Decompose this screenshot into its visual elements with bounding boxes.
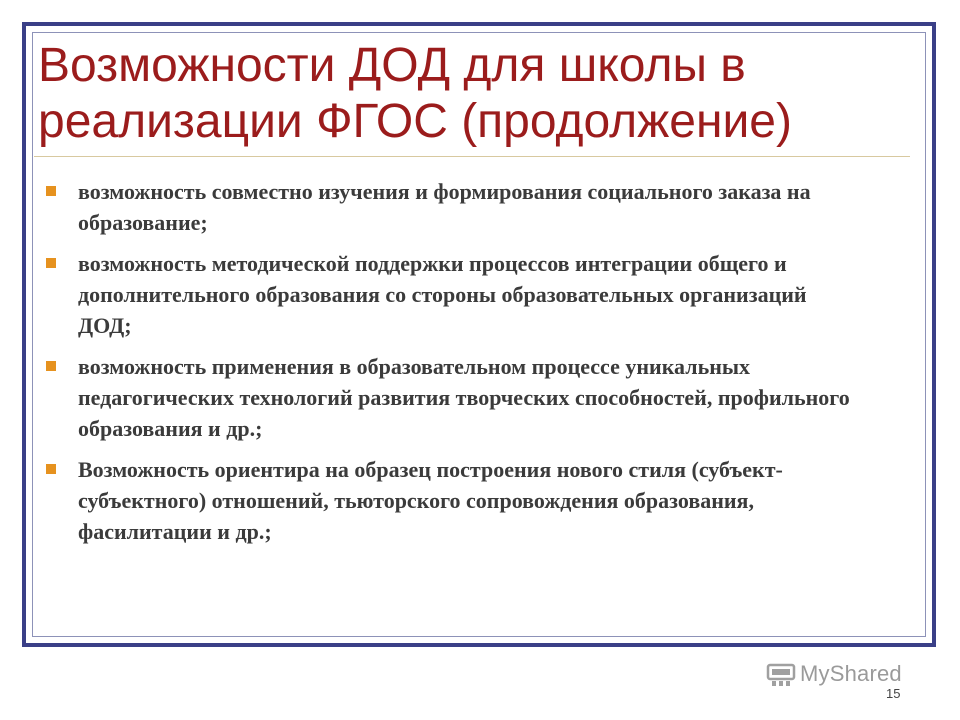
title-divider	[34, 156, 910, 157]
bullet-text: возможность методической поддержки процессов интеграции общего и дополнительного образования со стороны образовательных организаций ДОД;	[78, 251, 807, 338]
bullet-square-icon	[46, 258, 56, 268]
bullet-text: Возможность ориентира на образец построения нового стиля (субъект-субъектного) отношений, тьюторского сопровождения образования, фасилитации и др.;	[78, 457, 783, 544]
page-number: 15	[886, 686, 901, 701]
bullet-list	[40, 176, 860, 557]
myshared-logo-icon	[766, 661, 796, 687]
watermark-text: MyShared	[800, 661, 902, 686]
bullet-item	[40, 454, 860, 547]
slide-title: Возможности ДОД для школы в реализации ФГОС (продолжение)	[38, 39, 792, 148]
bullet-item	[40, 351, 860, 444]
bullet-text: возможность применения в образовательном процессе уникальных педагогических технологий развития творческих способностей, профильного образования и др.;	[78, 354, 850, 441]
bullet-square-icon	[46, 186, 56, 196]
bullet-square-icon	[46, 361, 56, 371]
myshared-watermark[interactable]	[766, 660, 902, 688]
bullet-square-icon	[46, 464, 56, 474]
bullet-text: возможность совместно изучения и формирования социального заказа на образование;	[78, 179, 811, 235]
bullet-item	[40, 176, 860, 238]
bullet-item	[40, 248, 860, 341]
